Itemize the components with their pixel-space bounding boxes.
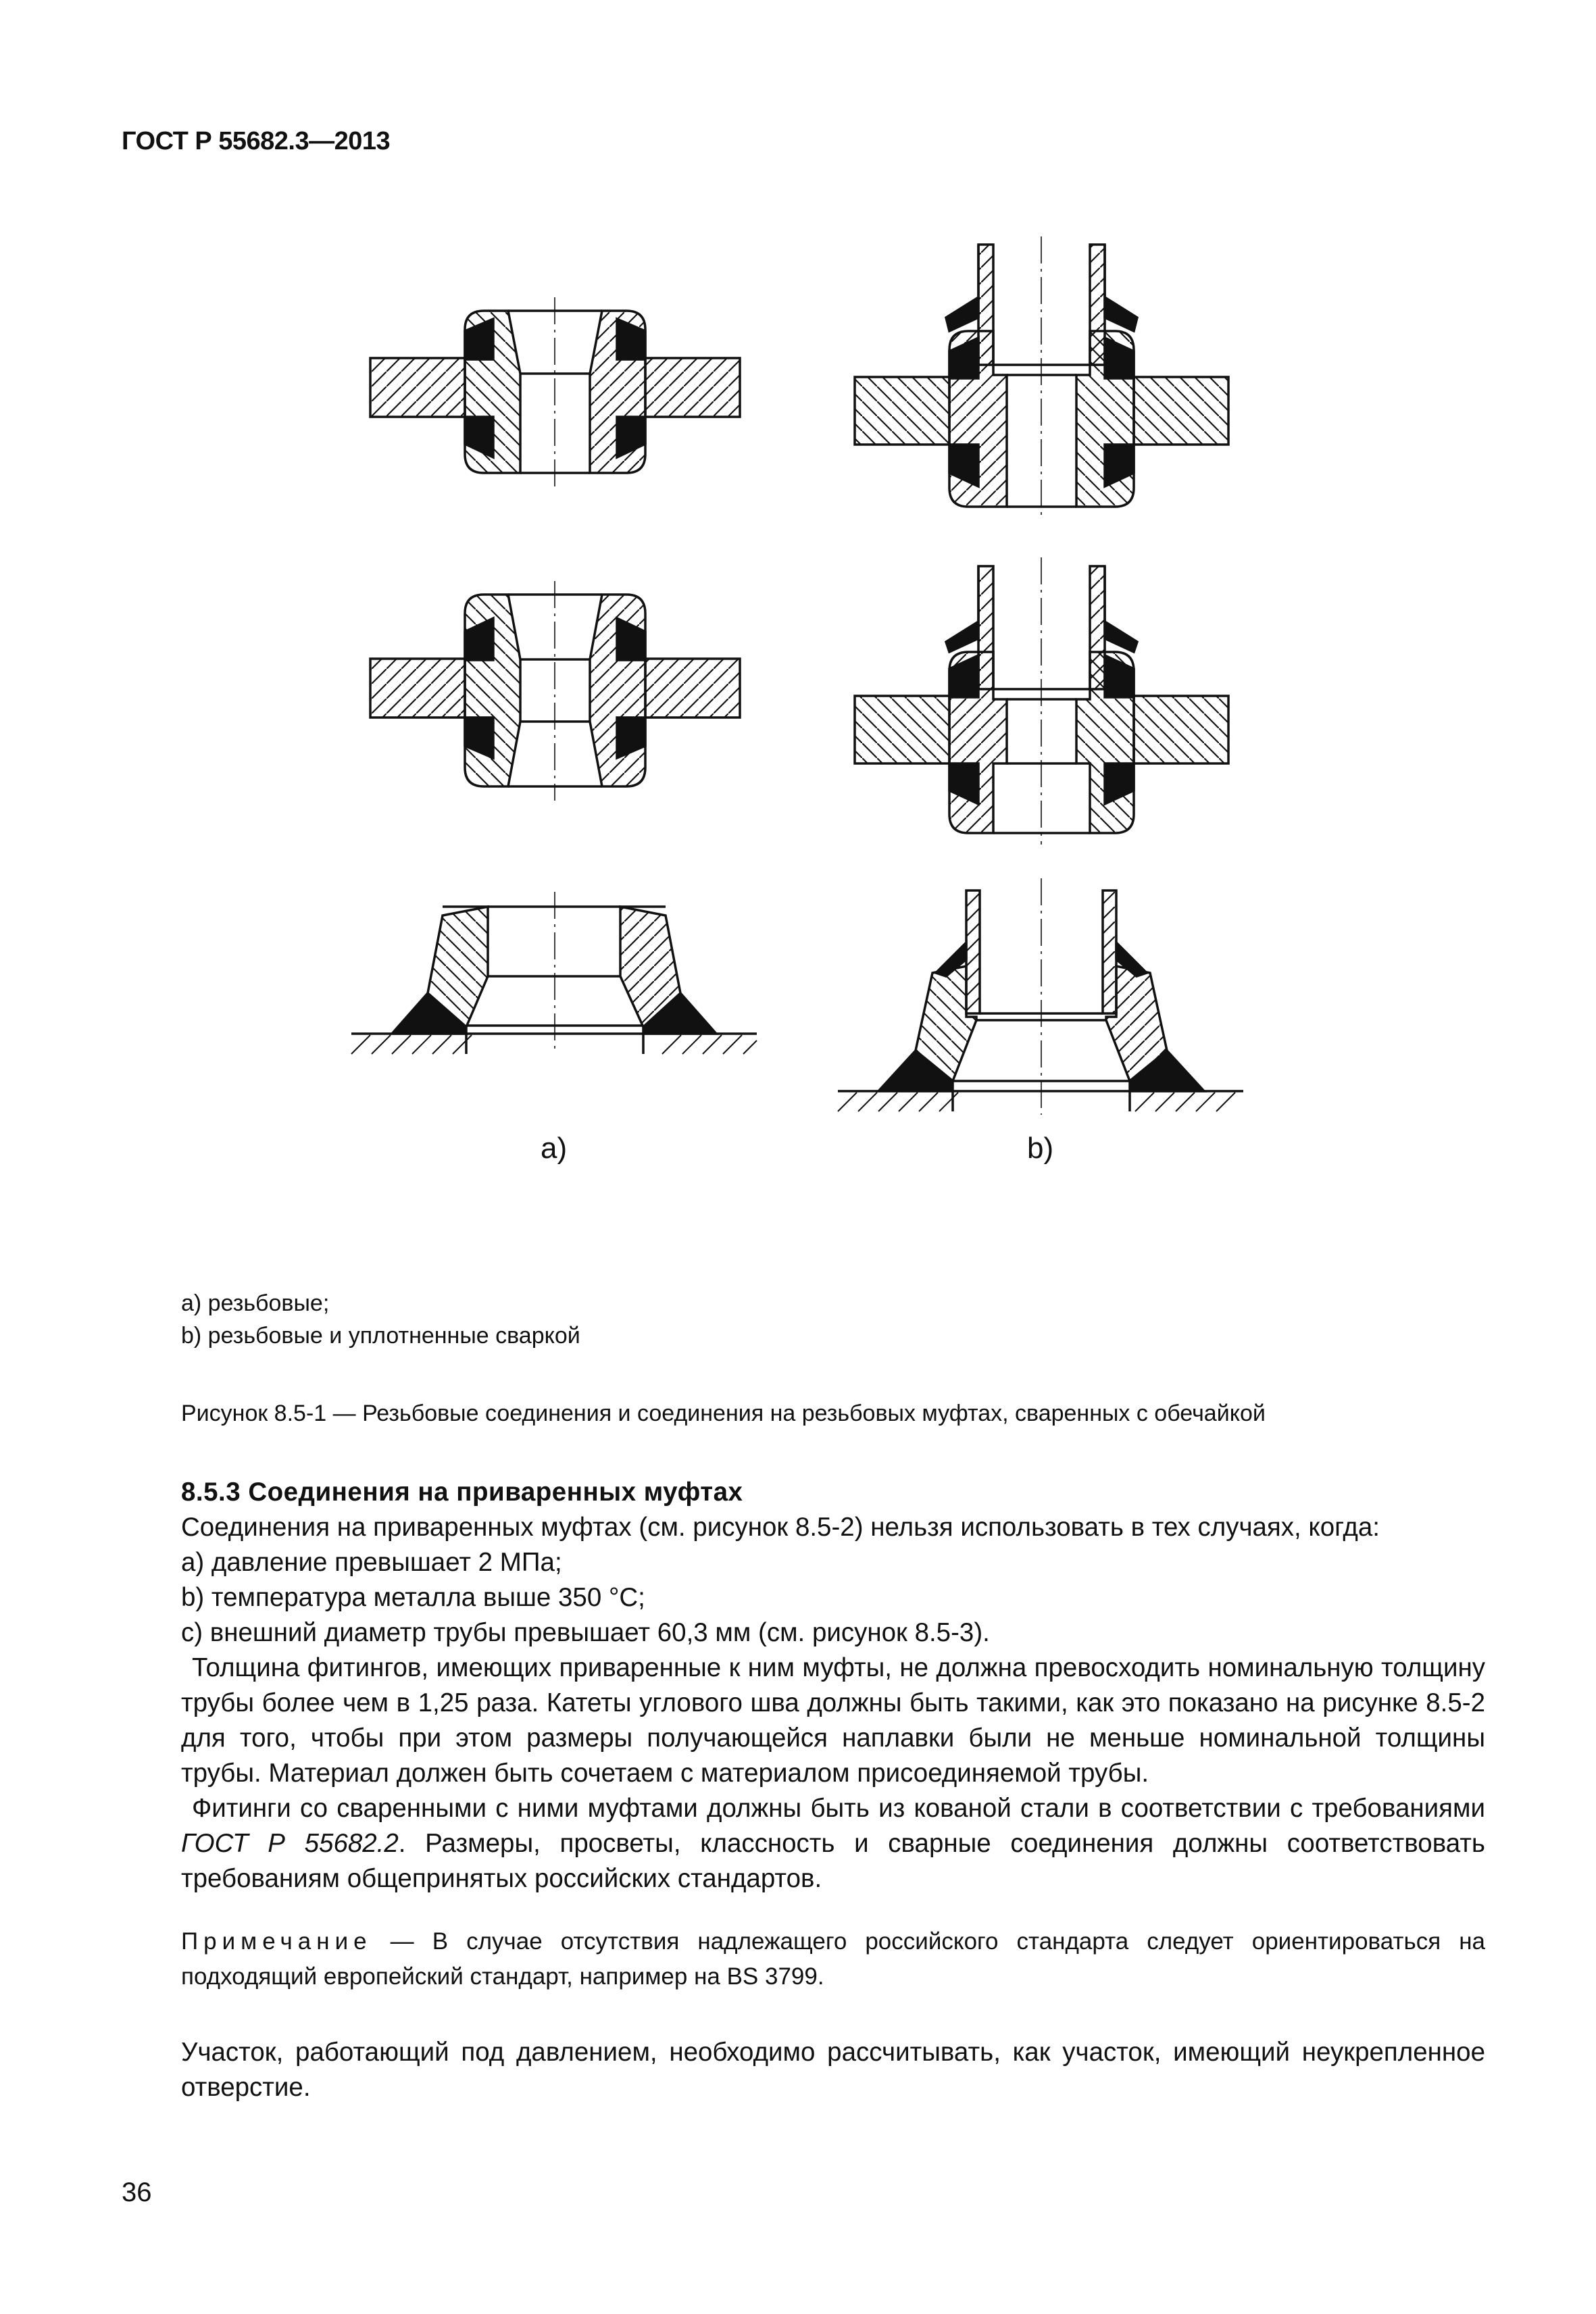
list-item: a) давление превышает 2 МПа; [181, 1548, 562, 1577]
diagram-b-sealed-middle [855, 557, 1228, 845]
page-number: 36 [122, 2178, 152, 2207]
diagram-a-threaded-middle [370, 581, 740, 801]
paragraph-fittings-start: Фитинги со сваренными с ними муфтами должны быть из кованой стали в соответствии с требованиями [192, 1794, 1485, 1823]
section-title: 8.5.3 Соединения на приваренных муфтах [181, 1478, 743, 1507]
standard-reference: ГОСТ Р 55682.2 [181, 1829, 399, 1858]
section-8-5-3 [181, 1475, 1485, 1896]
document-header: ГОСТ Р 55682.3—2013 [122, 127, 391, 155]
figure-legend [181, 1287, 580, 1352]
paragraph-fittings-end: . Размеры, просветы, классность и сварные соединения должны соответствовать требованиям общепринятых российских стандартов. [181, 1829, 1485, 1893]
list-item: b) температура металла выше 350 °С; [181, 1583, 645, 1612]
diagram-b-sealed-top [855, 236, 1228, 520]
section-intro: Соединения на приваренных муфтах (см. рисунок 8.5-2) нельзя использовать в тех случаях, когда: [181, 1513, 1380, 1542]
list-item: c) внешний диаметр трубы превышает 60,3 мм (см. рисунок 8.5-3). [181, 1618, 990, 1647]
diagram-b-sealed-bottom [838, 878, 1243, 1115]
figure-caption: Рисунок 8.5-1 — Резьбовые соединения и соединения на резьбовых муфтах, сваренных с обечайкой [181, 1401, 1266, 1426]
note-text: — В случае отсутствия надлежащего российского стандарта следует ориентироваться на подходящий европейский стандарт, например на BS 3799. [181, 1928, 1485, 1990]
legend-item-a: a) резьбовые; [181, 1290, 330, 1316]
paragraph-thickness: Толщина фитингов, имеющих приваренные к ним муфты, не должна превосходить номинальную толщину трубы более чем в 1,25 раза. Катеты углового шва должны быть такими, как это показано на рисунке 8.5-2 для того, чтобы при этом размеры получающейся наплавки были не меньше номинальной толщины трубы. Материал должен быть сочетаем с материалом присоединяемой трубы. [181, 1653, 1485, 1788]
diagram-a-threaded-bottom [351, 892, 757, 1054]
legend-item-b: b) резьбовые и уплотненные сваркой [181, 1323, 580, 1349]
diagram-a-threaded-top [370, 297, 740, 486]
figure-label-a: a) [541, 1132, 568, 1165]
paragraph-fittings [181, 1791, 1485, 1896]
figure-label-b: b) [1027, 1132, 1054, 1165]
note-label: Примечание [181, 1928, 372, 1955]
note [181, 1924, 1485, 1994]
paragraph-pressure-section: Участок, работающий под давлением, необходимо рассчитывать, как участок, имеющий неукрепленное отверстие. [181, 2038, 1485, 2102]
